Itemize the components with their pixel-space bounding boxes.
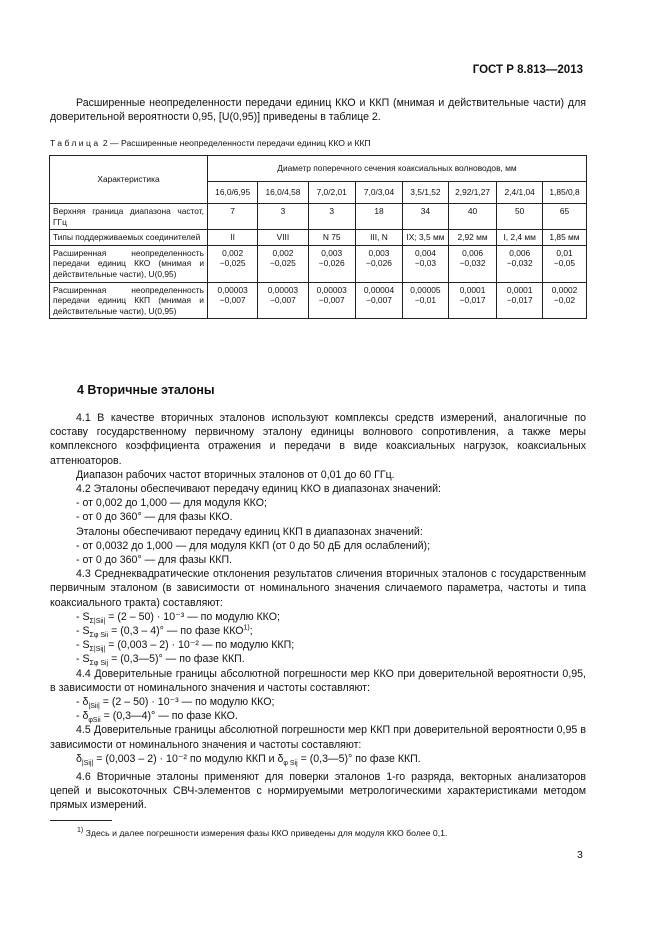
list-item: - от 0,0032 до 1,000 — для модуля ККП (от 0 до 50 дБ для ослаблений); [76, 539, 431, 552]
formula-text: = (0,3—4)° — по фазе ККО. [103, 710, 238, 723]
table-col-header: 1,85/0,8 [543, 182, 587, 204]
paragraph-4-2b: Эталоны обеспечивают передачу единиц ККП в диапазонах значений: [76, 525, 423, 538]
table-title [50, 138, 371, 148]
table-cell: II [208, 230, 258, 246]
table-row [50, 282, 587, 319]
list-item: - $S_{\Sigma\varphi Sij}$ = (0,3—5)° — по фазе ККП. [76, 653, 245, 668]
paragraph-4-1b: Диапазон рабочих частот вторичных эталонов от 0,01 до 60 ГГц. [76, 468, 395, 481]
table-row [50, 230, 587, 246]
table-cell: 3 [258, 204, 308, 230]
table-row [50, 204, 587, 230]
table-cell: III, N [355, 230, 402, 246]
footnote [77, 828, 447, 838]
table-row [50, 245, 587, 282]
paragraph-4-2: 4.2 Эталоны обеспечивают передачу единиц ККО в диапазонах значений: [76, 483, 441, 496]
table-cell: 0,01 −0,05 [543, 245, 587, 282]
footnote-text: Здесь и далее погрешности измерения фазы ККО приведены для модуля ККО более 0,1. [85, 828, 448, 838]
table-cell: 0,00003 −0,007 [308, 282, 355, 319]
table-cell: VIII [258, 230, 308, 246]
table-char-header: Характеристика [50, 156, 208, 204]
paragraph-4-5: 4.5 Доверительные границы абсолютной погрешности мер ККП при доверительной вероятности 0,95 в зависимости от номинального значения и частоты составляют: [50, 724, 586, 751]
list-item: - от 0,002 до 1,000 — для модуля ККО; [76, 497, 267, 510]
table-cell: 1,85 мм [543, 230, 587, 246]
footnote-divider [50, 820, 112, 821]
table-cell: 0,004 −0,03 [403, 245, 449, 282]
footnote-mark: 1) [243, 624, 250, 632]
formula-text: = (2 – 50) · 10⁻³ — по модулю ККО; [102, 696, 275, 709]
table-cell: 0,002 −0,025 [258, 245, 308, 282]
list-item: - $S_{\Sigma|Sii|} = (2 - 50) \cdot 10^{-3}$ — по модулю ККО; [76, 610, 280, 625]
table-cell: 40 [448, 204, 497, 230]
formula-text: = (0,003 – 2) · 10⁻² по модулю ККП и [96, 752, 275, 765]
table-cell: 3 [308, 204, 355, 230]
section-body [50, 411, 586, 813]
table-cell: N 75 [308, 230, 355, 246]
table-col-header: 16,0/6,95 [208, 182, 258, 204]
paragraph-4-6: 4.6 Вторичные эталоны применяют для поверки эталонов 1-го разряда, векторных анализаторов цепей и высокоточных СВЧ-элементов с нормируемыми метрологическими характеристиками методом прямых измерений. [50, 771, 586, 812]
table-cell: 0,0002 −0,02 [543, 282, 587, 319]
list-item: - $\delta_{|Sii|} = (2 - 50) \cdot 10^{-3}$ — по модулю ККО; [76, 696, 275, 711]
section-heading: 4 Вторичные эталоны [77, 383, 215, 397]
intro-paragraph: Расширенные неопределенности передачи единиц ККО и ККП (мнимая и действительные части) для доверительной вероятности 0,95, [U(0,95)] приведены в таблице 2. [50, 97, 586, 124]
row-label: Верхняя граница диапазона частот, ГГц [50, 204, 208, 230]
table-cell: 0,003 −0,026 [308, 245, 355, 282]
table-cell: 0,0001 −0,017 [497, 282, 543, 319]
table-group-header: Диаметр поперечного сечения коаксиальных волноводов, мм [208, 156, 587, 182]
table-cell: 0,003 −0,026 [355, 245, 402, 282]
table-cell: 0,00005 −0,01 [403, 282, 449, 319]
table-cell: 50 [497, 204, 543, 230]
formula-text: = (0,3—5)° по фазе ККП. [300, 752, 421, 765]
table-cell: 2,92 мм [448, 230, 497, 246]
table-cell: I, 2,4 мм [497, 230, 543, 246]
footnote-mark: 1) [77, 827, 84, 835]
list-item: - $\delta_{\varphi Sii}$ = (0,3—4)° — по фазе ККО. [76, 710, 238, 725]
list-item: - от 0 до 360° — для фазы ККО. [76, 511, 233, 524]
paragraph-4-1: 4.1 В качестве вторичных эталонов используют комплексы средств измерений, аналогичные по составу государственному первичному эталону единицы волнового сопротивления, а также меры комплексного коэффициента отражения и передачи в виде коаксиальных нагрузок, коаксиальных аттенюаторов. [50, 412, 586, 467]
table-title-text: 2 — Расширенные неопределенности передачи единиц ККО и ККП [102, 138, 371, 148]
page-number: 3 [577, 849, 583, 861]
formula-text: = (2 – 50) · 10⁻³ — по модулю ККО; [108, 610, 280, 623]
table-col-header: 16,0/4,58 [258, 182, 308, 204]
row-label: Расширенная неопределенность передачи единиц ККП (мнимая и действительные части), U(0,95) [50, 282, 208, 319]
table-cell: 0,002 −0,025 [208, 245, 258, 282]
table-col-header: 2,92/1,27 [448, 182, 497, 204]
table-col-header: 7,0/3,04 [355, 182, 402, 204]
table-cell: 0,006 −0,032 [448, 245, 497, 282]
list-item: - $S_{\Sigma\varphi Sii} = (0,3 - 4)^\circ$ — по фазе ККО$^{1)}$; [76, 624, 253, 640]
formula-text: = (0,3—5)° — по фазе ККП. [111, 653, 245, 666]
table-cell: 0,00003 −0,007 [258, 282, 308, 319]
list-item: - $S_{\Sigma|Sij|} = (0,003 - 2) \cdot 10^{-2}$ — по модулю ККП; [76, 639, 295, 654]
list-item: - от 0 до 360° — для фазы ККП. [76, 554, 233, 567]
table-cell: 7 [208, 204, 258, 230]
table-cell: 0,00003 −0,007 [208, 282, 258, 319]
paragraph-4-4: 4.4 Доверительные границы абсолютной погрешности мер ККО при доверительной вероятности 0,95, в зависимости от номинального значения и частоты составляют: [50, 667, 586, 694]
table-cell: 65 [543, 204, 587, 230]
uncertainty-table [49, 155, 587, 319]
paragraph-4-3: 4.3 Среднеквадратические отклонения результатов сличения вторичных эталонов с государственным первичным эталоном (в зависимости от номинального значения сличаемого параметра, частоты и типа коаксиального тракта) составляют: [50, 568, 586, 609]
table-cell: IX; 3,5 мм [403, 230, 449, 246]
table-cell: 18 [355, 204, 402, 230]
table-cell: 0,0001 −0,017 [448, 282, 497, 319]
row-label: Типы поддерживаемых соединителей [50, 230, 208, 246]
table-title-label: Таблица [50, 138, 101, 148]
row-label: Расширенная неопределенность передачи единиц ККО (мнимая и действительные части), U(0,95) [50, 245, 208, 282]
document-code: ГОСТ Р 8.813—2013 [472, 64, 583, 76]
formula-text: = (0,3 – 4)° — по фазе ККО [111, 625, 244, 638]
table-cell: 0,006 −0,032 [497, 245, 543, 282]
formula-text: = (0,003 – 2) · 10⁻² — по модулю ККП; [108, 639, 295, 652]
table-col-header: 7,0/2,01 [308, 182, 355, 204]
list-item: $\delta_{|Sij|} = (0,003 - 2) \cdot 10^{-2}$ по модулю ККП и $\delta_{\varphi Sij}$ = (0,3—5)° по фазе ККП. [76, 752, 421, 767]
table-col-header: 3,5/1,52 [403, 182, 449, 204]
table-cell: 0,00004 −0,007 [355, 282, 402, 319]
table-col-header: 2,4/1,04 [497, 182, 543, 204]
table-cell: 34 [403, 204, 449, 230]
